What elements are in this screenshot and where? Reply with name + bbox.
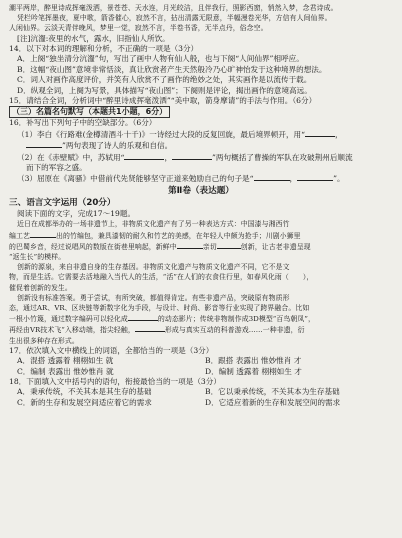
passage-line-1: 近日在成都举办的一场非遗节上，非物质文化遗产有了另一种表达方式：中国漆与湘西竹 [17, 220, 290, 229]
q16-part1 [9, 129, 393, 140]
q18-option-b[interactable]: B．它以秉承传统，不关其本为生存基础 [205, 387, 340, 397]
q16-blank-4[interactable] [172, 152, 212, 160]
poem-line-2: 凭栏吟笔挥墨夜，夏中歌，箭香催心，寂然不言，拈出清露无限意，半幅漫卷光华，方信有人间仙界。 [17, 14, 332, 23]
passage-line-2 [9, 230, 393, 241]
part2-title: 第Ⅱ卷（表达题） [168, 185, 234, 196]
sec3-title [9, 106, 393, 118]
passage-l10-a: 一根小竹篾，通过数字编码可以轻化成 [9, 315, 128, 324]
sec-lang-title: 三、语言文字运用（20分） [9, 197, 116, 208]
poem-line-1: 潮平两岸，醉里诗成挥毫泼洒，景苍苍、天水连，月光皎洁，且伴我行，照影西窗，悄然入梦，念君诗成。 [9, 4, 338, 12]
q16-stem: 16．补写出下列句子中的空缺部分。（6分） [9, 118, 157, 128]
q16-p3-text: （3）屈原在《离骚》中借前代先贤能够坚守正道来勉励自己的句子是“ [17, 174, 254, 184]
q16-part3 [9, 173, 393, 184]
q14-option-a: A．上阕“独坐清分沆瀣”句，写出了画中人物有仙人般，也与下阕“人间仙界”相呼应。 [17, 54, 304, 64]
q17-option-b[interactable]: B．跟搭 表露出 惟妙惟肖 才 [205, 356, 302, 366]
q16-blank-2[interactable] [26, 140, 62, 148]
q14-option-c: C．词人对画作高度评价，并笑有人欣赏不了画作的绝妙之处，其实画作是以流传于载。 [17, 75, 312, 85]
q16-blank-5[interactable] [254, 173, 290, 181]
q16-p3-end: ”。 [333, 174, 345, 184]
passage-l11-a: 再经由VR技术飞“入移动端，指尖轻触， [9, 326, 135, 335]
q16-blank-3[interactable] [124, 152, 164, 160]
q16-blank-6[interactable] [297, 173, 333, 181]
passage-line-12: 生出很多种存在形式。 [9, 336, 79, 345]
q16-p2-comma: ， [164, 152, 173, 162]
passage-l10-b: 的动态影片；传统非物制作成3D模型“百鸟朝凤”， [157, 315, 316, 324]
passage-line-7: 催促着创新的发生。 [9, 283, 72, 292]
q18-option-d[interactable]: D．它适应着新的生存和发展空间的需求 [205, 397, 341, 407]
q18-stem: 18．下面填入文中括号内的语句，衔接最恰当的一项是（3分） [9, 376, 221, 386]
passage-line-9: 态，通过AR、VR、区块链等新数字化为手段，与设计、时尚、影音等行业实现了跨界融合。比如 [9, 303, 310, 312]
passage-blank-4[interactable] [128, 313, 158, 321]
q18-options-row-1 [9, 387, 393, 397]
passage-blank-3[interactable] [217, 241, 241, 249]
passage-line-10 [9, 313, 393, 324]
passage-blank-5[interactable] [135, 324, 165, 332]
note-text: 夜里的水气，露水，旧指仙人所饮。 [48, 33, 170, 43]
q14-stem: 14．以下对本词的理解和分析，不正确的一项是（3分） [9, 44, 199, 54]
passage-l6-a: 物，而是生活。它需要去活地融入当代人的生活，“活”在人们的衣食住行里，如春风化雨（ [9, 273, 289, 282]
q18-option-a[interactable]: A．秉承传统，不关其本是其生存的基础 [17, 387, 152, 397]
q16-p1-end: ”两句表现了诗人的乐观和自信。 [62, 141, 173, 151]
passage-line-11 [9, 324, 393, 335]
passage-line-8: 创新没有标准答案。勇于尝试，有所突破，都值得肯定。有些非遗产品，突破原有物质形 [17, 293, 290, 302]
passage-blank-2[interactable] [177, 241, 203, 249]
q17-option-a[interactable]: A．混搭 透露着 栩栩如生 就 [17, 356, 114, 366]
passage-blank-1[interactable] [30, 230, 56, 238]
q18-option-c[interactable]: C．新的生存和发展空间适应着它的需求 [17, 397, 152, 407]
sec-lang-intro: 阅读下面的文字，完成17～19题。 [17, 208, 136, 218]
q17-stem: 17．依次填入文中横线上的词语，全都恰当的一项是（3分） [9, 345, 214, 355]
q17-options-row-2 [9, 367, 393, 377]
passage-line-5: 创新的源泉，来自非遗自身的生存基因。非物质文化遗产与物质文化遗产不同，它不是文 [17, 263, 290, 272]
passage-line-6 [9, 272, 393, 282]
q16-p3-comma: ， [289, 174, 298, 184]
passage-l2-a: 编工艺 [9, 231, 30, 240]
passage-l6-b: ）， [302, 273, 314, 282]
q16-part1-b [9, 140, 393, 151]
passage-l3-a: 的巴蜀乡音，经过说唱风的数版在街巷里响起，新鲜中 [9, 242, 177, 251]
passage-l11-b: 形成与真实互动的科普游戏……一种非遗，衍 [164, 326, 305, 335]
q16-p1-comma: ， [335, 129, 343, 139]
sec3-title-box: （三）名篇名句默写（本题共1小题，6分） [9, 106, 170, 118]
q14-option-b: B．这幅“夜山图”意境非常恬淡，真让欣赏者产生天然般冷乃心旷神怡发于这种境界的想法。 [17, 64, 327, 74]
q17-options-row-1 [9, 356, 393, 366]
poem-line-3: 人闲仙界。云淡天青伴晚风，梦里一觉，寂然不言，半卷书香，无半点丹，俗念空。 [9, 24, 268, 33]
q16-p1-text: （1）李白《行路难(金樽清酒斗十千)》一诗经过大段的反复回旋，最后境界顿开，用“ [17, 129, 306, 139]
q14-option-d: D．纵观全词，上阕为写景，具体描写“夜山图”；下阕则是评论，揭出画作的意境高远。 [17, 85, 312, 95]
q16-part2 [9, 152, 393, 163]
q17-option-c[interactable]: C．编制 表露出 惟妙惟肖 就 [17, 366, 114, 376]
passage-line-4: “返生长”的模样。 [9, 252, 66, 261]
q18-options-row-2 [9, 398, 393, 408]
q17-option-d[interactable]: D．编制 透露着 栩栩如生 才 [205, 366, 302, 376]
q15-stem: 15．请结合全词，分析词中“醉里诗成挥毫泼洒”“美中取，箭身摩请”的手法与作用。（6分） [9, 96, 317, 106]
passage-line-3 [9, 241, 393, 252]
poem-note [9, 34, 393, 44]
q16-p2-end: ”两句概括了曹操的军队在攻破荆州后顺流 [212, 152, 353, 162]
passage-l2-b: 出的竹编包，兼具漆韧的耐久和竹艺的美感，在年轻人中颇为抢手；川剧小狮里 [55, 231, 301, 240]
passage-l3-c: 创新，让古老非遗呈现 [240, 242, 311, 251]
passage-l3-b: 亲切 [202, 242, 217, 251]
note-label: [注]沆瀣: [17, 33, 49, 43]
q16-part2-b: 而下的军容之盛。 [26, 163, 87, 173]
q16-p2-text: （2）在《赤壁赋》中，苏轼用“ [17, 152, 125, 162]
q16-blank-1[interactable] [305, 129, 335, 137]
